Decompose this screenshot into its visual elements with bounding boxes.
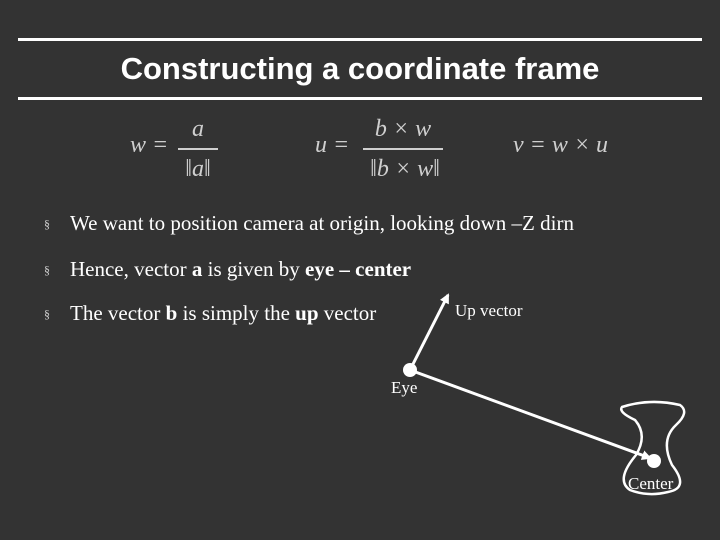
up-vector-label: Up vector — [455, 301, 523, 320]
bullet-text: Hence, vector a is given by eye – center — [70, 257, 412, 281]
center-label: Center — [628, 474, 674, 493]
bold-term-a: a — [191, 257, 203, 281]
center-point — [647, 454, 661, 468]
bullet-marker: § — [44, 307, 50, 321]
bold-term-eye-center: eye – center — [305, 257, 412, 281]
equation-w-numerator: a — [192, 116, 204, 142]
bullet-text: We want to position camera at origin, looking down –Z dirn — [70, 211, 574, 235]
bold-term-up: up — [295, 301, 319, 325]
bullet-text: The vector b is simply the up vector — [70, 301, 377, 325]
equation-u-numerator: b × w — [374, 116, 432, 142]
up-vector-arrow — [410, 295, 448, 370]
bold-term-b: b — [165, 301, 178, 325]
equation-w-lhs: w = — [130, 132, 169, 158]
equation-u-lhs: u = — [315, 132, 350, 158]
view-direction-arrow — [410, 370, 650, 458]
slide-title: Constructing a coordinate frame — [120, 51, 600, 86]
equation-u-denominator: ‖b × w‖ — [370, 156, 440, 182]
equation-v-expression: v = w × u — [513, 132, 609, 158]
bullet-marker: § — [44, 217, 50, 231]
equation-w-denominator: ‖a‖ — [185, 156, 211, 182]
eye-point — [403, 363, 417, 377]
bullet-marker: § — [44, 263, 50, 277]
eye-label: Eye — [391, 378, 418, 397]
